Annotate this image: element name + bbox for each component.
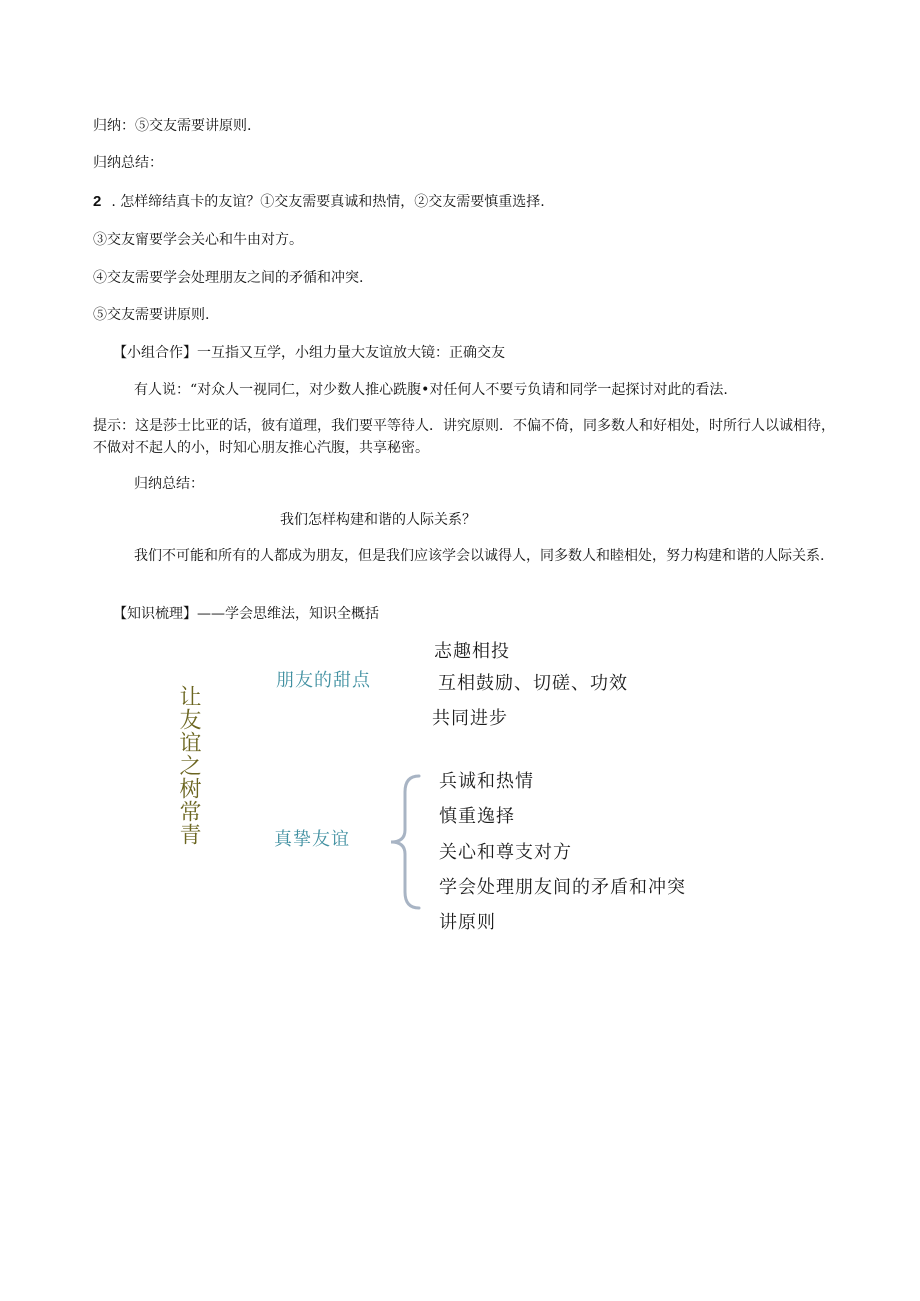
group-work-heading: 【小组合作】一互指又互学，小组力量大友谊放大镜：正确交友 bbox=[113, 345, 505, 361]
question-text: . 怎样缔结真卡的友谊？①交友需要真诚和热情，②交友需要慎重选择. bbox=[111, 194, 545, 210]
branch2-item-5: 讲原则 bbox=[439, 912, 496, 933]
branch-friend-benefits-label: 朋友的甜点 bbox=[276, 670, 371, 691]
branch2-item-4: 学会处理朋友间的矛盾和冲突 bbox=[439, 877, 686, 898]
quote-line: 有人说：“对众人一视同仁，对少数人推心跣腹•对任何人不要亏负请和同学一起探讨对此的看法. bbox=[134, 382, 728, 398]
branch2-item-2: 慎重逸择 bbox=[439, 806, 515, 827]
branch1-item-2: 互相鼓励、切磋、功效 bbox=[438, 673, 628, 694]
brace-icon bbox=[385, 772, 425, 912]
branch1-item-1: 志趣相投 bbox=[434, 641, 510, 662]
knowledge-heading: 【知识梳理】——学会思维法，知识全概括 bbox=[113, 606, 379, 622]
branch2-item-3: 关心和尊支对方 bbox=[439, 842, 572, 863]
hint-paragraph: 提示：这是莎士比亚的话，彼有道理，我们要平等待人．讲究原则．不偏不倚，同多数人和好相处，时所行人以诚相待，不做对不起人的小，时知心朋友推心汽腹，共享秘密。 bbox=[93, 418, 835, 456]
branch-true-friendship-label: 真挚友谊 bbox=[274, 829, 350, 850]
mindmap-root-title: 让友谊之树常青 bbox=[176, 685, 201, 846]
point-4: ④交友需要学会处理朋友之间的矛循和冲突. bbox=[93, 270, 364, 286]
relationship-question: 我们怎样构建和谐的人际关系？ bbox=[280, 512, 476, 528]
question-2 bbox=[93, 192, 545, 212]
branch1-item-3: 共同进步 bbox=[432, 708, 508, 729]
summary-heading-2: 归纳总结： bbox=[134, 476, 204, 492]
point-3: ③交友甯要学会关心和牛由对方。 bbox=[93, 232, 303, 248]
relationship-answer: 我们不可能和所有的人都成为朋友，但是我们应该学会以诚得人，同多数人和睦相处，努力构建和谐的人际关系. bbox=[134, 548, 825, 564]
point-5: ⑤交友需要讲原则. bbox=[93, 307, 210, 323]
branch2-item-1: 兵诚和热情 bbox=[439, 771, 534, 792]
summary-line-1: 归纳：⑤交友需要讲原则. bbox=[93, 118, 252, 134]
question-number: 2 bbox=[93, 193, 102, 210]
summary-heading-1: 归纳总结： bbox=[93, 155, 163, 171]
